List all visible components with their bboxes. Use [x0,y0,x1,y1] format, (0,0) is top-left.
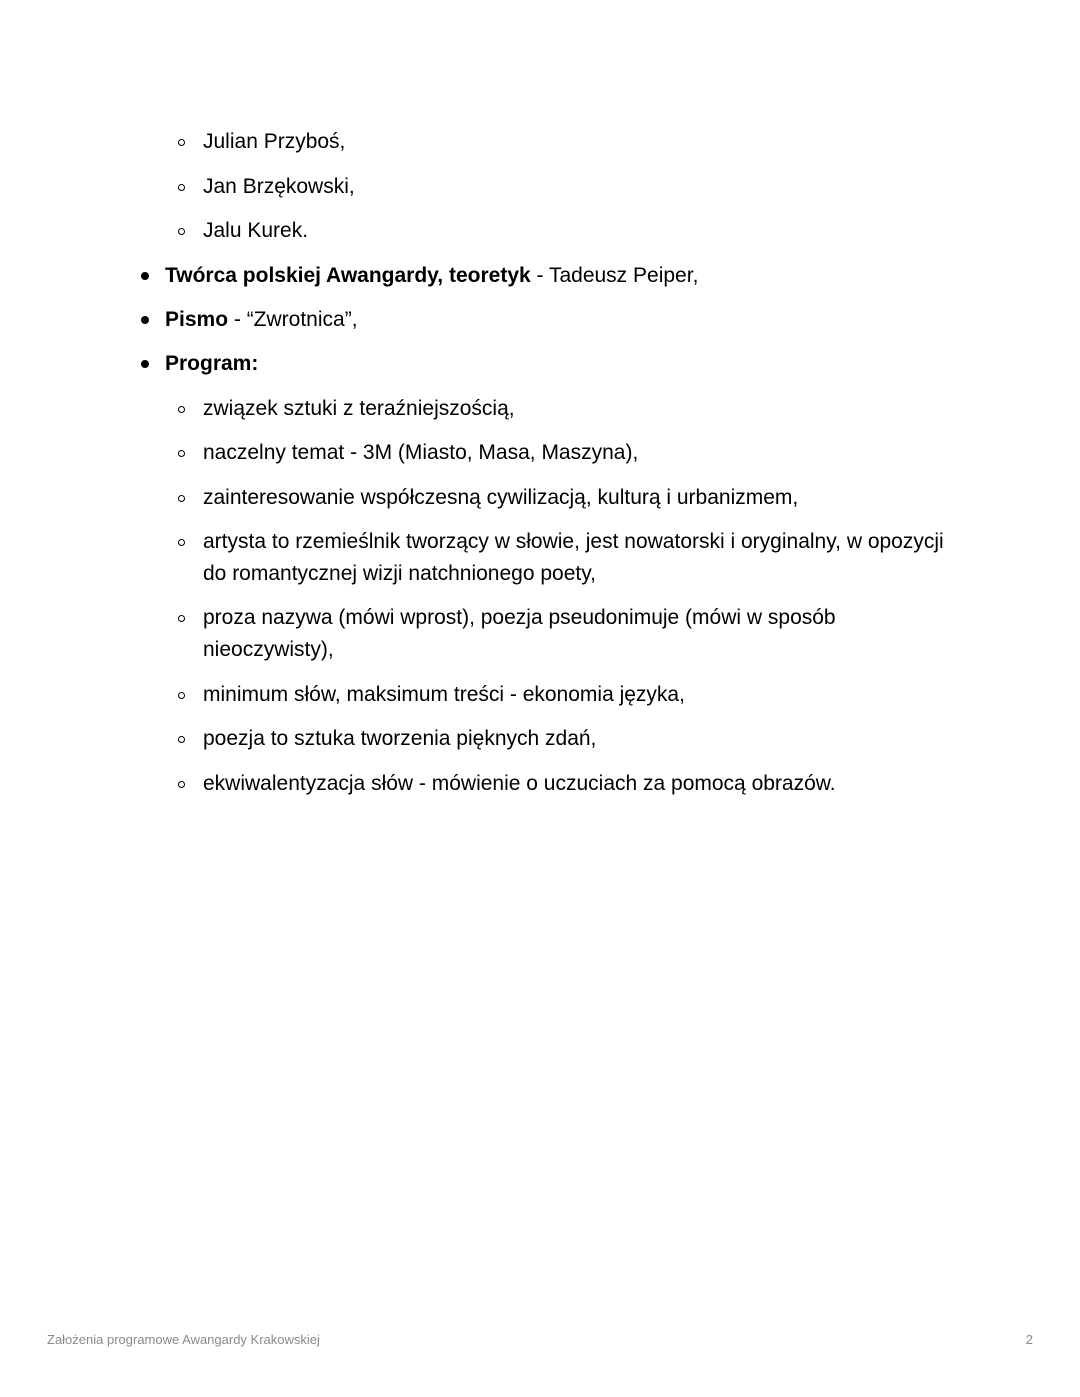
item-text: - Tadeusz Peiper, [530,264,699,287]
list-item: Jan Brzękowski, [203,175,355,198]
circle-bullet-icon [178,495,185,502]
circle-bullet-icon [178,184,185,191]
list-item: związek sztuki z teraźniejszością, [203,397,515,420]
list-item: zainteresowanie współczesną cywilizacją, kulturą i urbanizmem, [203,486,799,509]
list-item: poezja to sztuka tworzenia pięknych zdań, [203,727,597,750]
footer-title: Założenia programowe Awangardy Krakowskiej [47,1332,320,1347]
list-item [165,260,698,292]
circle-bullet-icon [178,736,185,743]
page-number: 2 [1025,1332,1033,1347]
item-text: - “Zwrotnica”, [228,308,358,331]
circle-bullet-icon [178,781,185,788]
circle-bullet-icon [178,139,185,146]
list-item: minimum słów, maksimum treści - ekonomia języka, [203,683,685,706]
item-label: Program: [165,352,259,375]
disc-bullet-icon [141,316,149,324]
list-item: naczelny temat - 3M (Miasto, Masa, Maszyna), [203,441,639,464]
list-item [165,348,258,380]
list-item: proza nazywa (mówi wprost), poezja pseudonimuje (mówi w sposób nieoczywisty), [203,606,836,661]
circle-bullet-icon [178,228,185,235]
disc-bullet-icon [141,360,149,368]
list-item: Julian Przyboś, [203,130,346,153]
circle-bullet-icon [178,692,185,699]
item-label: Twórca polskiej Awangardy, teoretyk [165,264,531,287]
list-item: Jalu Kurek. [203,219,309,242]
circle-bullet-icon [178,615,185,622]
list-item: artysta to rzemieślnik tworzący w słowie, jest nowatorski i oryginalny, w opozycji do romantycznej wizji natchnionego poety, [203,530,944,585]
circle-bullet-icon [178,539,185,546]
disc-bullet-icon [141,272,149,280]
item-label: Pismo [165,308,229,331]
list-item [165,304,358,336]
list-item: ekwiwalentyzacja słów - mówienie o uczuciach za pomocą obrazów. [203,772,836,795]
circle-bullet-icon [178,450,185,457]
circle-bullet-icon [178,406,185,413]
